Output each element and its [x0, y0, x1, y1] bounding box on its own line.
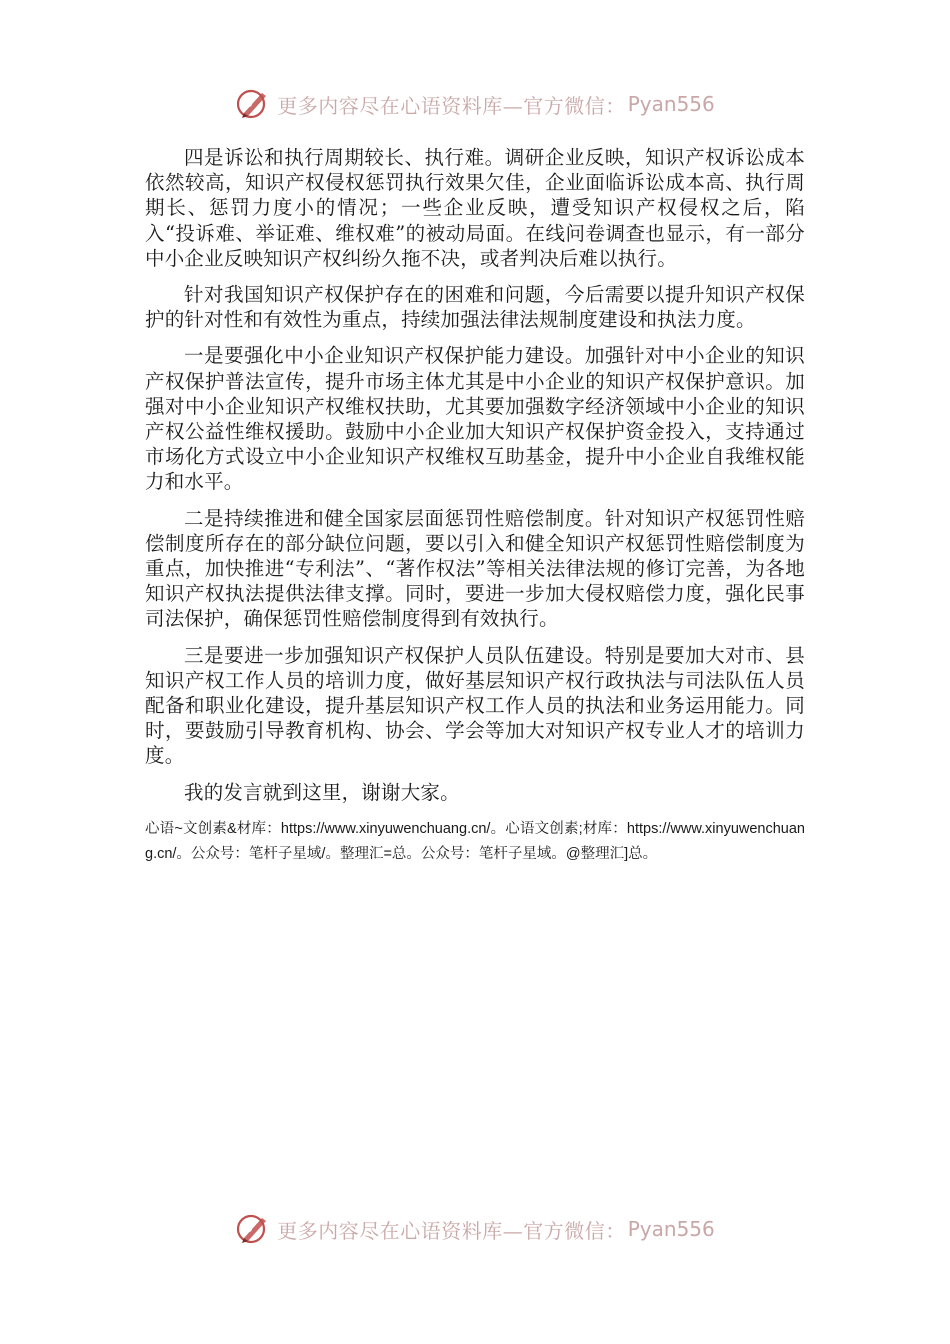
paragraph-3: 一是要强化中小企业知识产权保护能力建设。加强针对中小企业的知识产权保护普法宣传，提升市场主体尤其是中小企业的知识产权保护意识。加强对中小企业知识产权维权扶助，尤其要加强数字经济领域中小企业的知识产权公益性维权援助。鼓励中小企业加大知识产权保护资金投入，支持通过市场化方式设立中小企业知识产权维权互助基金，提升中小企业自我维权能力和水平。	[145, 344, 805, 494]
watermark-wechat-id: Pyan556	[627, 1217, 715, 1241]
paragraph-1: 四是诉讼和执行周期较长、执行难。调研企业反映，知识产权诉讼成本依然较高，知识产权侵权惩罚执行效果欠佳，企业面临诉讼成本高、执行周期长、惩罚力度小的情况；一些企业反映，遭受知识产权侵权之后，陷入“投诉难、举证难、维权难”的被动局面。在线问卷调查也显示，有一部分中小企业反映知识产权纠纷久拖不决，或者判决后难以执行。	[145, 146, 805, 270]
watermark-wechat-id: Pyan556	[627, 92, 715, 116]
watermark-text: 更多内容尽在心语资料库—官方微信：	[277, 1218, 626, 1243]
header-watermark	[0, 84, 950, 124]
footer-watermark	[0, 1209, 950, 1249]
closing-line: 我的发言就到这里，谢谢大家。	[184, 780, 460, 804]
pen-circle-icon	[235, 1212, 271, 1246]
document-body	[145, 145, 805, 867]
paragraph-2: 针对我国知识产权保护存在的困难和问题，今后需要以提升知识产权保护的针对性和有效性为重点，持续加强法律法规制度建设和执法力度。	[145, 283, 805, 332]
paragraph-5: 三是要进一步加强知识产权保护人员队伍建设。特别是要加大对市、县知识产权工作人员的培训力度，做好基层知识产权行政执法与司法队伍人员配备和职业化建设，提升基层知识产权工作人员的执法和业务运用能力。同时，要鼓励引导教育机构、协会、学会等加大对知识产权专业人才的培训力度。	[145, 643, 805, 768]
pen-circle-icon	[235, 87, 271, 121]
paragraph-4: 二是持续推进和健全国家层面惩罚性赔偿制度。针对知识产权惩罚性赔偿制度所存在的部分缺位问题，要以引入和健全知识产权惩罚性赔偿制度为重点，加快推进“专利法”、“著作权法”等相关法律法规的修订完善，为各地知识产权执法提供法律支撑。同时，要进一步加大侵权赔偿力度，强化民事司法保护，确保惩罚性赔偿制度得到有效执行。	[145, 506, 805, 631]
source-note: 心语~文创素&材库：https://www.xinyuwenchuang.cn/。心语文创素;材库：https://www.xinyuwenchuang.cn/。公众号：笔杆子星域/。整理汇=总。公众号：笔杆子星域。@整理汇]总。	[145, 820, 805, 862]
watermark-text: 更多内容尽在心语资料库—官方微信：	[277, 93, 626, 118]
